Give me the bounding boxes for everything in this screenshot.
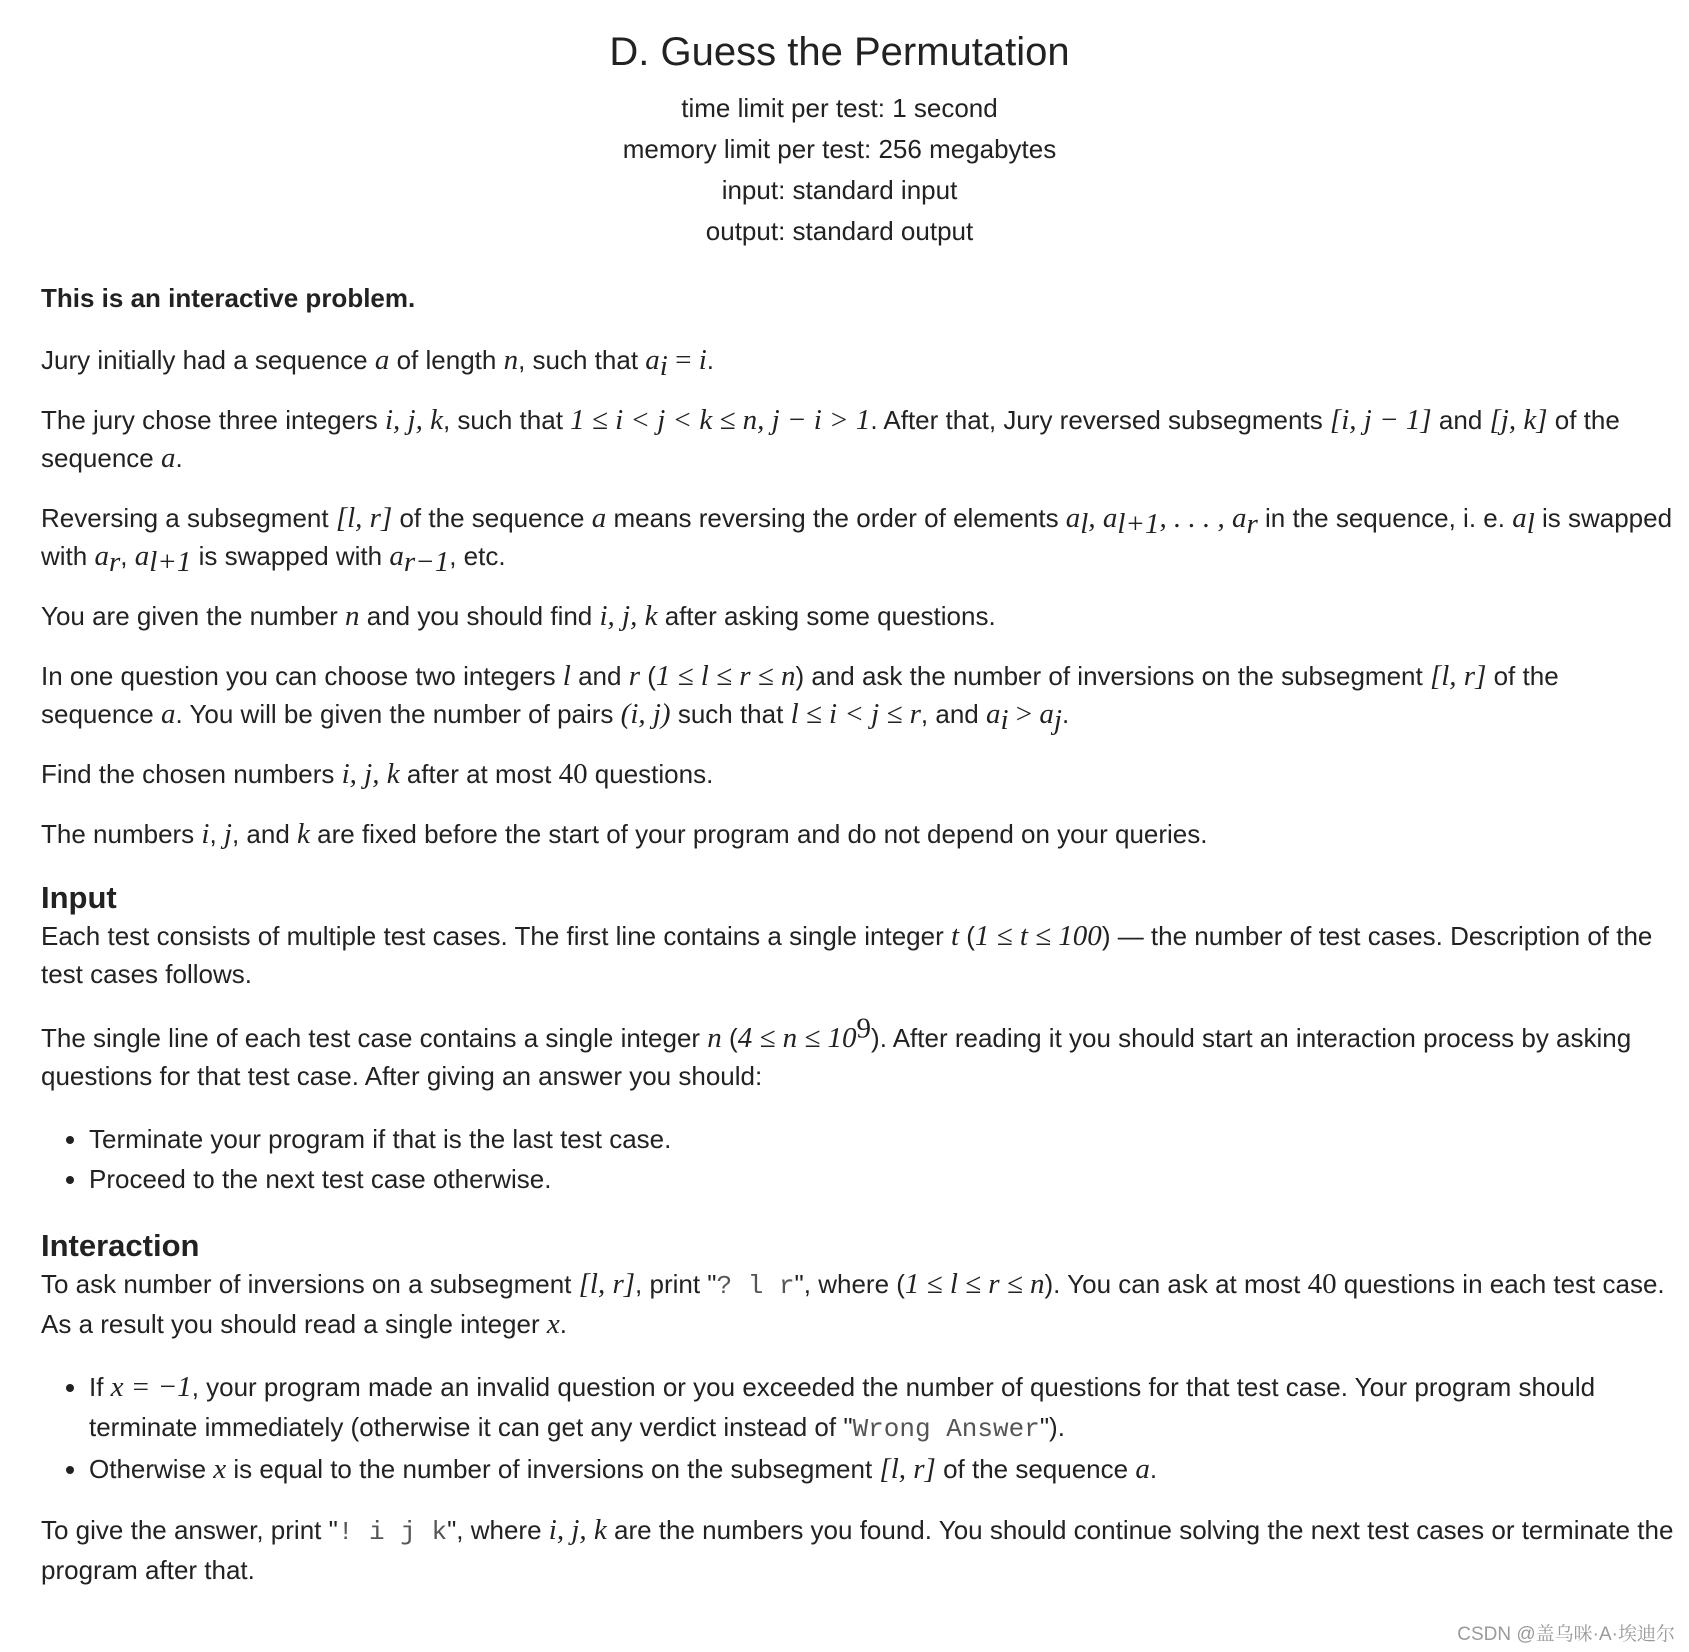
interaction-bullet-list xyxy=(41,1367,1676,1489)
input-paragraph-2: The single line of each test case contains a single integer n $(4 \le n \le 10^9)$. After reading it you should start an interaction process by asking questions for that test case. After giving an answer you should: xyxy=(41,1012,1632,1091)
interaction-paragraph-1: To ask number of inversions on a subsegment [l, r], print "? l r", where (1 ≤ l ≤ r ≤ n). You can ask at most 40 questions in each test case. As a result you should read a single integer x. xyxy=(41,1268,1665,1340)
problem-statement xyxy=(41,0,1676,1589)
list-item: • Otherwise x is equal to the number of inversions on the subsegment [l, r] of the sequence a. xyxy=(89,1449,1676,1489)
statement-paragraph-7: The numbers i, j, and k are fixed before the start of your program and do not depend on your queries. xyxy=(41,818,1208,850)
input-section-title: Input xyxy=(41,880,117,915)
memory-limit: memory limit per test: 256 megabytes xyxy=(622,134,1057,164)
input-paragraph-1: Each test consists of multiple test cases. The first line contains a single integer t (1 ≤ t ≤ 100) — the number of test cases. Description of the test cases follows. xyxy=(41,920,1653,989)
problem-title: D. Guess the Permutation xyxy=(609,30,1070,74)
input-source: input: standard input xyxy=(721,175,958,205)
problem-header xyxy=(0,0,1679,252)
statement-paragraph-2: The jury chose three integers i, j, k, such that 1 ≤ i < j < k ≤ n, j − i > 1. After that, Jury reversed subsegments [i, j − 1] and [j, k] of the sequence a. xyxy=(41,404,1620,474)
input-bullet-list xyxy=(41,1119,1676,1199)
statement-paragraph-1: Jury initially had a sequence a of length n, such that $a_i = i$. xyxy=(41,344,714,383)
statement-paragraph-3: Reversing a subsegment [l, r] of the sequence a means reversing the order of elements $a_l$, $a_{l+1}$, . . . , $a_r$ in the sequence, i. e. $a_l$ is swapped with $a_r$, $a_{l+1}$ is swapped with $a_{r-1}$, etc. xyxy=(41,502,1673,579)
list-item: • If x = −1, your program made an invalid question or you exceeded the number of questions for that test case. Your program should terminate immediately (otherwise it can get any verdict instead of "Wrong Answer"). xyxy=(89,1367,1676,1449)
problem-limits xyxy=(0,88,1679,252)
time-limit: time limit per test: 1 second xyxy=(681,93,998,123)
watermark: CSDN @盖乌咪·A·埃迪尔 xyxy=(1457,1624,1675,1645)
statement-paragraph-5: In one question you can choose two integers l and r (1 ≤ l ≤ r ≤ n) and ask the number of inversions on the subsegment [l, r] of the sequence a. You will be given the number of pairs (i, j) such that l ≤ i < j ≤ r, and $a_i > a_j$. xyxy=(41,660,1559,737)
output-target: output: standard output xyxy=(705,216,974,246)
list-item: • Terminate your program if that is the last test case. xyxy=(89,1119,1676,1159)
statement-paragraph-4: You are given the number n and you should find i, j, k after asking some questions. xyxy=(41,600,996,632)
list-item: • Proceed to the next test case otherwise. xyxy=(89,1159,1676,1199)
interactive-note: This is an interactive problem. xyxy=(41,283,416,313)
interaction-section-title: Interaction xyxy=(41,1228,200,1263)
statement-paragraph-6: Find the chosen numbers i, j, k after at most 40 questions. xyxy=(41,758,714,790)
interaction-paragraph-2: To give the answer, print "! i j k", where i, j, k are the numbers you found. You should continue solving the next test cases or terminate the program after that. xyxy=(41,1514,1674,1585)
